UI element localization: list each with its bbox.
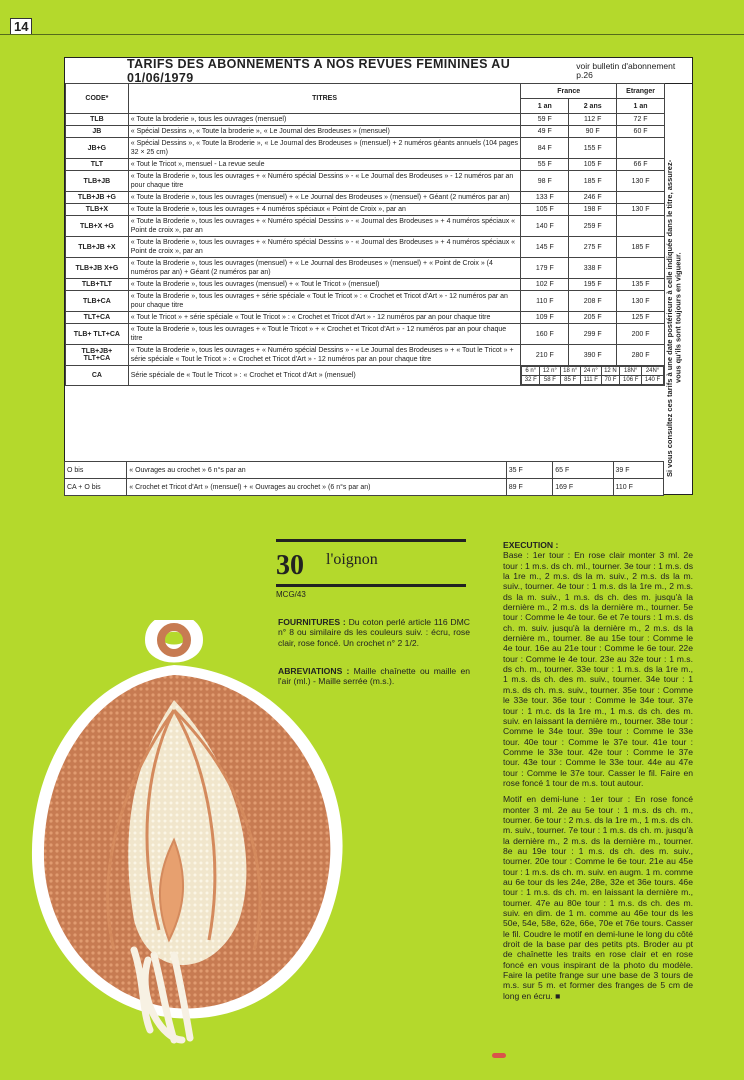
cell-f2: 338 F	[569, 258, 617, 279]
execution-column	[503, 540, 693, 1007]
fournitures-label: FOURNITURES :	[278, 617, 346, 627]
cell-code: JB	[66, 126, 129, 138]
onion-potholder-photo	[24, 620, 379, 1060]
table-row	[66, 204, 665, 216]
cell-f2: 259 F	[569, 216, 617, 237]
cell-e1	[617, 138, 665, 159]
col-etranger-1an: 1 an	[617, 99, 665, 114]
table-row	[66, 312, 665, 324]
cell-e1	[617, 192, 665, 204]
col-france-1an: 1 an	[521, 99, 569, 114]
col-france: France	[521, 84, 617, 99]
cell-code: TLB+CA	[66, 291, 129, 312]
cell-f1: 35 F	[506, 462, 552, 479]
execution-label: EXECUTION :	[503, 540, 559, 550]
cell-code: TLB	[66, 114, 129, 126]
cell-e1: 125 F	[617, 312, 665, 324]
ca-heads-cell: 18N°	[620, 367, 642, 376]
cell-titre: « Toute la Broderie », tous les ouvrages + « Tout le Tricot » + « Crochet et Tricot d'Art » - 12 numéros par an pour chaque titre	[128, 324, 521, 345]
cell-titre: « Spécial Dessins », « Toute la Broderie », « Le Journal des Brodeuses » (mensuel) + 2 numéros géants annuels (104 pages 32 × 25 cm)	[128, 138, 521, 159]
cell-f2: 205 F	[569, 312, 617, 324]
cell-code: TLB+JB +G	[66, 192, 129, 204]
abreviations-text: Maille chaînette ou maille en l'air (ml.) - Maille serrée (m.s.).	[278, 666, 470, 687]
cell-e1: 185 F	[617, 237, 665, 258]
tarifs-title: TARIFS DES ABONNEMENTS A NOS REVUES FEMININES AU 01/06/1979	[127, 56, 511, 85]
cell-titre: « Toute la Broderie », tous les ouvrages + « Numéro spécial Dessins » - « Journal des Brodeuses » + 4 numéros spéciaux « Point de croix », par an	[128, 237, 521, 258]
cell-code: TLB+X +G	[66, 216, 129, 237]
cell-titre: « Toute la Broderie », tous les ouvrages (mensuel) + « Le Journal des Brodeuses » (mensuel) + Géant (2 numéros par an)	[128, 192, 521, 204]
cell-e1: 39 F	[613, 462, 663, 479]
cell-code: TLB+JB +X	[66, 237, 129, 258]
cell-f1: 210 F	[521, 345, 569, 366]
cell-f1: 98 F	[521, 171, 569, 192]
ca-prices-cell: 58 F	[540, 376, 560, 385]
ca-heads-cell: 12 N	[601, 367, 620, 376]
cell-e1: 130 F	[617, 204, 665, 216]
cell-f2: 275 F	[569, 237, 617, 258]
cell-f2: 198 F	[569, 204, 617, 216]
cell-f1: 179 F	[521, 258, 569, 279]
cell-code: O bis	[65, 462, 127, 479]
table-row-ca	[66, 366, 665, 386]
cell-titre: « Toute la Broderie », tous les ouvrages + « Numéro spécial Dessins » - « Journal des Brodeuses » + 4 numéros spéciaux « Point de croix », par an	[128, 216, 521, 237]
cell-f1: 109 F	[521, 312, 569, 324]
cell-titre: « Toute la Broderie », tous les ouvrages + série spéciale « Tout le Tricot » : « Crochet et Tricot d'Art » - 12 numéros par an pour chaque titre	[128, 291, 521, 312]
cell-f1: 160 F	[521, 324, 569, 345]
top-rule	[0, 34, 744, 35]
abreviations-label: ABREVIATIONS :	[278, 666, 350, 676]
cell-titre: « Spécial Dessins », « Toute la broderie », « Le Journal des Brodeuses » (mensuel)	[128, 126, 521, 138]
cell-code: TLB+JB X+G	[66, 258, 129, 279]
cell-code: TLT	[66, 159, 129, 171]
page-number: 14	[10, 18, 32, 35]
cell-f1: 105 F	[521, 204, 569, 216]
cell-titre: « Toute la Broderie », tous les ouvrages + 4 numéros spéciaux « Point de Croix », par an	[128, 204, 521, 216]
pattern-title: l'oignon	[326, 551, 378, 568]
cell-e1: 130 F	[617, 171, 665, 192]
cell-f1: 133 F	[521, 192, 569, 204]
cell-f2: 155 F	[569, 138, 617, 159]
col-france-2ans: 2 ans	[569, 99, 617, 114]
tarifs-side-note: Si vous consultez ces tarifs à une date postérieure à celle indiquée dans le titre, assurez-vous qu'ils sont toujours en vigueur.	[665, 159, 683, 477]
ca-prices-cell: 70 F	[601, 376, 620, 385]
cell-titre: « Tout le Tricot », mensuel - La revue seule	[128, 159, 521, 171]
pattern-header-rule	[276, 539, 466, 544]
cell-e1: 66 F	[617, 159, 665, 171]
cell-code: CA + O bis	[65, 479, 127, 496]
cell-titre: « Ouvrages au crochet » 6 n°s par an	[127, 462, 507, 479]
cell-f1: 140 F	[521, 216, 569, 237]
cell-code: TLB+JB+ TLT+CA	[66, 345, 129, 366]
cell-titre: « Toute la Broderie », tous les ouvrages (mensuel) + « Tout le Tricot » (mensuel)	[128, 279, 521, 291]
cell-titre: « Crochet et Tricot d'Art » (mensuel) + « Ouvrages au crochet » (6 n°s par an)	[127, 479, 507, 496]
table-row	[66, 192, 665, 204]
pattern-ref: MCG/43	[276, 590, 306, 599]
cell-f2: 65 F	[553, 462, 613, 479]
tarifs-header	[65, 58, 692, 84]
cell-titre: « Tout le Tricot » + série spéciale « Tout le Tricot » : « Crochet et Tricot d'Art » - 12 numéros par an pour chaque titre	[128, 312, 521, 324]
table-row	[65, 479, 664, 496]
cell-f2: 90 F	[569, 126, 617, 138]
cell-titre: Série spéciale de « Tout le Tricot » : « Crochet et Tricot d'Art » (mensuel)	[128, 366, 521, 386]
fournitures-text: Du coton perlé article 116 DMC n° 8 ou similaire ds les couleurs suiv. : écru, rose clair, rose foncé. Un crochet n° 2 1/2.	[278, 617, 470, 648]
ca-prices-cell: 106 F	[620, 376, 642, 385]
execution-motif-text: Motif en demi-lune : 1er tour : En rose foncé monter 3 ml. 2e au 5e tour : 1 m.s. ds ch. m., tourner. 6e tour : 2 m.s. ds la 1re m., 1 m.s. ds ch. m. suiv., tourner. 7e tour : 1 m.s. ds ch. m. jusqu'à la dernière m., 2 m.s. ds la dernière m., tourner. 8e au 19e tour : 1 m.s. ds ch. des m. suiv., tourner. 20e tour : Comme le 6e tour. 21e au 45e tour : 1 m.s. ds ch. m. suiv. en augm. 1 m. comme au 6e tour ds les 24e, 28e, 32e et 36e tours. 46e tour : 1 m.s. ds ch. m. en laissant la dernière m., tourner. 47e au 80e tour : 1 m.s. ds ch. des m. suiv. en dim. de 1 m. comme au 46e tour ds les 50e, 54e, 58e, 62e, 66e, 70e et 76e tours. Casser le fil. Coudre le motif en demi-lune le long du côté droit de la base par des petits pts. Broder au pt de chaînette les traits en rose clair et en rose foncé en vous inspirant de la photo du modèle. Faire la petite frange sur une base de 3 tours de m.s. sur 5 m. et former des franges de 5 cm de long en écru. ■	[503, 794, 693, 1001]
ca-prices-cell: 85 F	[560, 376, 580, 385]
cell-f2: 390 F	[569, 345, 617, 366]
cell-titre: « Toute la Broderie », tous les ouvrages + « Numéro spécial Dessins » - « Le Journal des Brodeuses » - 12 numéros par an pour chaque titre	[128, 171, 521, 192]
ca-heads-cell: 18 n°	[560, 367, 580, 376]
cell-code: CA	[66, 366, 129, 386]
cell-f1: 55 F	[521, 159, 569, 171]
table-row	[66, 324, 665, 345]
cell-titre: « Toute la Broderie », tous les ouvrages + « Numéro spécial Dessins » - « Le Journal des Brodeuses » + « Tout le Tricot » + série spéciale « Tout le Tricot » : « Crochet et Tricot d'Art » - 12 numéros par an pour chaque titre	[128, 345, 521, 366]
cell-e1: 135 F	[617, 279, 665, 291]
tarifs-note: voir bulletin d'abonnement p.26	[576, 60, 676, 80]
cell-code: TLB+X	[66, 204, 129, 216]
cell-e1	[617, 216, 665, 237]
tarifs-body	[66, 114, 665, 386]
cell-code: TLB+ TLT+CA	[66, 324, 129, 345]
ca-heads-cell: 24 n°	[580, 367, 601, 376]
table-row	[66, 279, 665, 291]
cell-e1: 280 F	[617, 345, 665, 366]
table-row	[66, 216, 665, 237]
table-row	[66, 345, 665, 366]
cell-e1: 110 F	[613, 479, 663, 496]
cell-code: TLB+JB	[66, 171, 129, 192]
ca-prices-cell: 140 F	[642, 376, 664, 385]
cell-f1: 145 F	[521, 237, 569, 258]
cell-f1: 84 F	[521, 138, 569, 159]
cell-f2: 246 F	[569, 192, 617, 204]
cell-e1: 130 F	[617, 291, 665, 312]
table-row	[66, 159, 665, 171]
ca-heads-cell: 12 n°	[540, 367, 560, 376]
table-row	[66, 171, 665, 192]
cell-f1: 59 F	[521, 114, 569, 126]
cell-code: TLT+CA	[66, 312, 129, 324]
cell-f2: 299 F	[569, 324, 617, 345]
cell-f1: 89 F	[506, 479, 552, 496]
pattern-number: 30	[276, 550, 304, 581]
table-row	[66, 258, 665, 279]
cell-f1: 102 F	[521, 279, 569, 291]
bottom-decoration	[492, 1053, 506, 1058]
ca-heads-cell: 24N°	[642, 367, 664, 376]
table-row	[66, 138, 665, 159]
cell-e1: 60 F	[617, 126, 665, 138]
tarifs-table	[65, 83, 665, 386]
tarifs-tail-body	[65, 462, 664, 496]
cell-titre: « Toute la broderie », tous les ouvrages (mensuel)	[128, 114, 521, 126]
cell-f2: 105 F	[569, 159, 617, 171]
table-row	[66, 237, 665, 258]
cell-f2: 208 F	[569, 291, 617, 312]
table-row	[66, 114, 665, 126]
cell-e1	[617, 258, 665, 279]
col-code: CODE*	[66, 84, 129, 114]
cell-ca-prices	[521, 366, 665, 386]
cell-f2: 169 F	[553, 479, 613, 496]
cell-f1: 49 F	[521, 126, 569, 138]
ca-prices-cell: 111 F	[580, 376, 601, 385]
table-row	[65, 462, 664, 479]
cell-e1: 72 F	[617, 114, 665, 126]
cell-titre: « Toute la Broderie », tous les ouvrages (mensuel) + « Le Journal des Brodeuses » (mensuel) + « Point de Croix » (4 numéros par an) + Géant (2 numéros par an)	[128, 258, 521, 279]
ca-heads-cell: 6 n°	[522, 367, 540, 376]
col-titres: TITRES	[128, 84, 521, 114]
tarifs-box	[64, 57, 693, 495]
execution-base-text: Base : 1er tour : En rose clair monter 3 ml. 2e tour : 1 m.s. ds ch. ml., tourner. 3e tour : 1 m.s. ds la 1re m., 2 m.s. ds la m. suiv., 2 m.s. ds la m. suiv., tourner. 4e tour : 1 m.s. ds la 1re m., 2 m.s. ds la m. suiv., 1 m.s. ds ch. des m. jusqu'à la dernière m., 2 m.s. ds la dernière m., tourner. 5e tour : Comme le 4e tour. 6e et 7e tours : 1 m.s. ds ch. m. suiv. jusqu'à la dernière m., 2 m.s. ds la dernière m., tourner. 8e au 15e tour : Comme le 4e tour. 16e au 21e tour : Comme le 6e tour. 22e tour : Comme le 4e tour. 23e au 32e tour : 1 m.s. ds ch. m., tourner. 33e tour : 1 m.s. ds la 1re m., 1 m.s. ds ch. des m. suiv., tourner. 34e tour : 1 m.s. ds ch. m.s. suiv., tourner. 35e tour : Comme le 33e tour. 36e tour : Comme le 34e tour. 37e tour : 1 m.c. ds la 1re m., 1 m.s. ds ch. des m. suiv. en laissant la dernière m., tourner. 38e tour : Comme le 34e tour. 39e tour : Comme le 33e tour. 40e tour : Comme le 37e tour. 41e tour : Comme le 33e tour. 42e tour : Comme le 37e tour. 43e tour : Comme le 33e tour. 44e au 47e tour : Comme le 37e tour. Casser le fil. Faire en rose foncé 1 tour de m.s. tout autour.	[503, 550, 693, 788]
table-row	[66, 291, 665, 312]
tarifs-tail-table	[64, 461, 664, 496]
ca-prices-cell: 32 F	[522, 376, 540, 385]
pattern-title-rule	[276, 584, 466, 587]
cell-code: TLB+TLT	[66, 279, 129, 291]
cell-code: JB+G	[66, 138, 129, 159]
cell-f2: 112 F	[569, 114, 617, 126]
cell-e1: 200 F	[617, 324, 665, 345]
col-etranger: Etranger	[617, 84, 665, 99]
cell-f1: 110 F	[521, 291, 569, 312]
table-row	[66, 126, 665, 138]
cell-f2: 185 F	[569, 171, 617, 192]
cell-f2: 195 F	[569, 279, 617, 291]
